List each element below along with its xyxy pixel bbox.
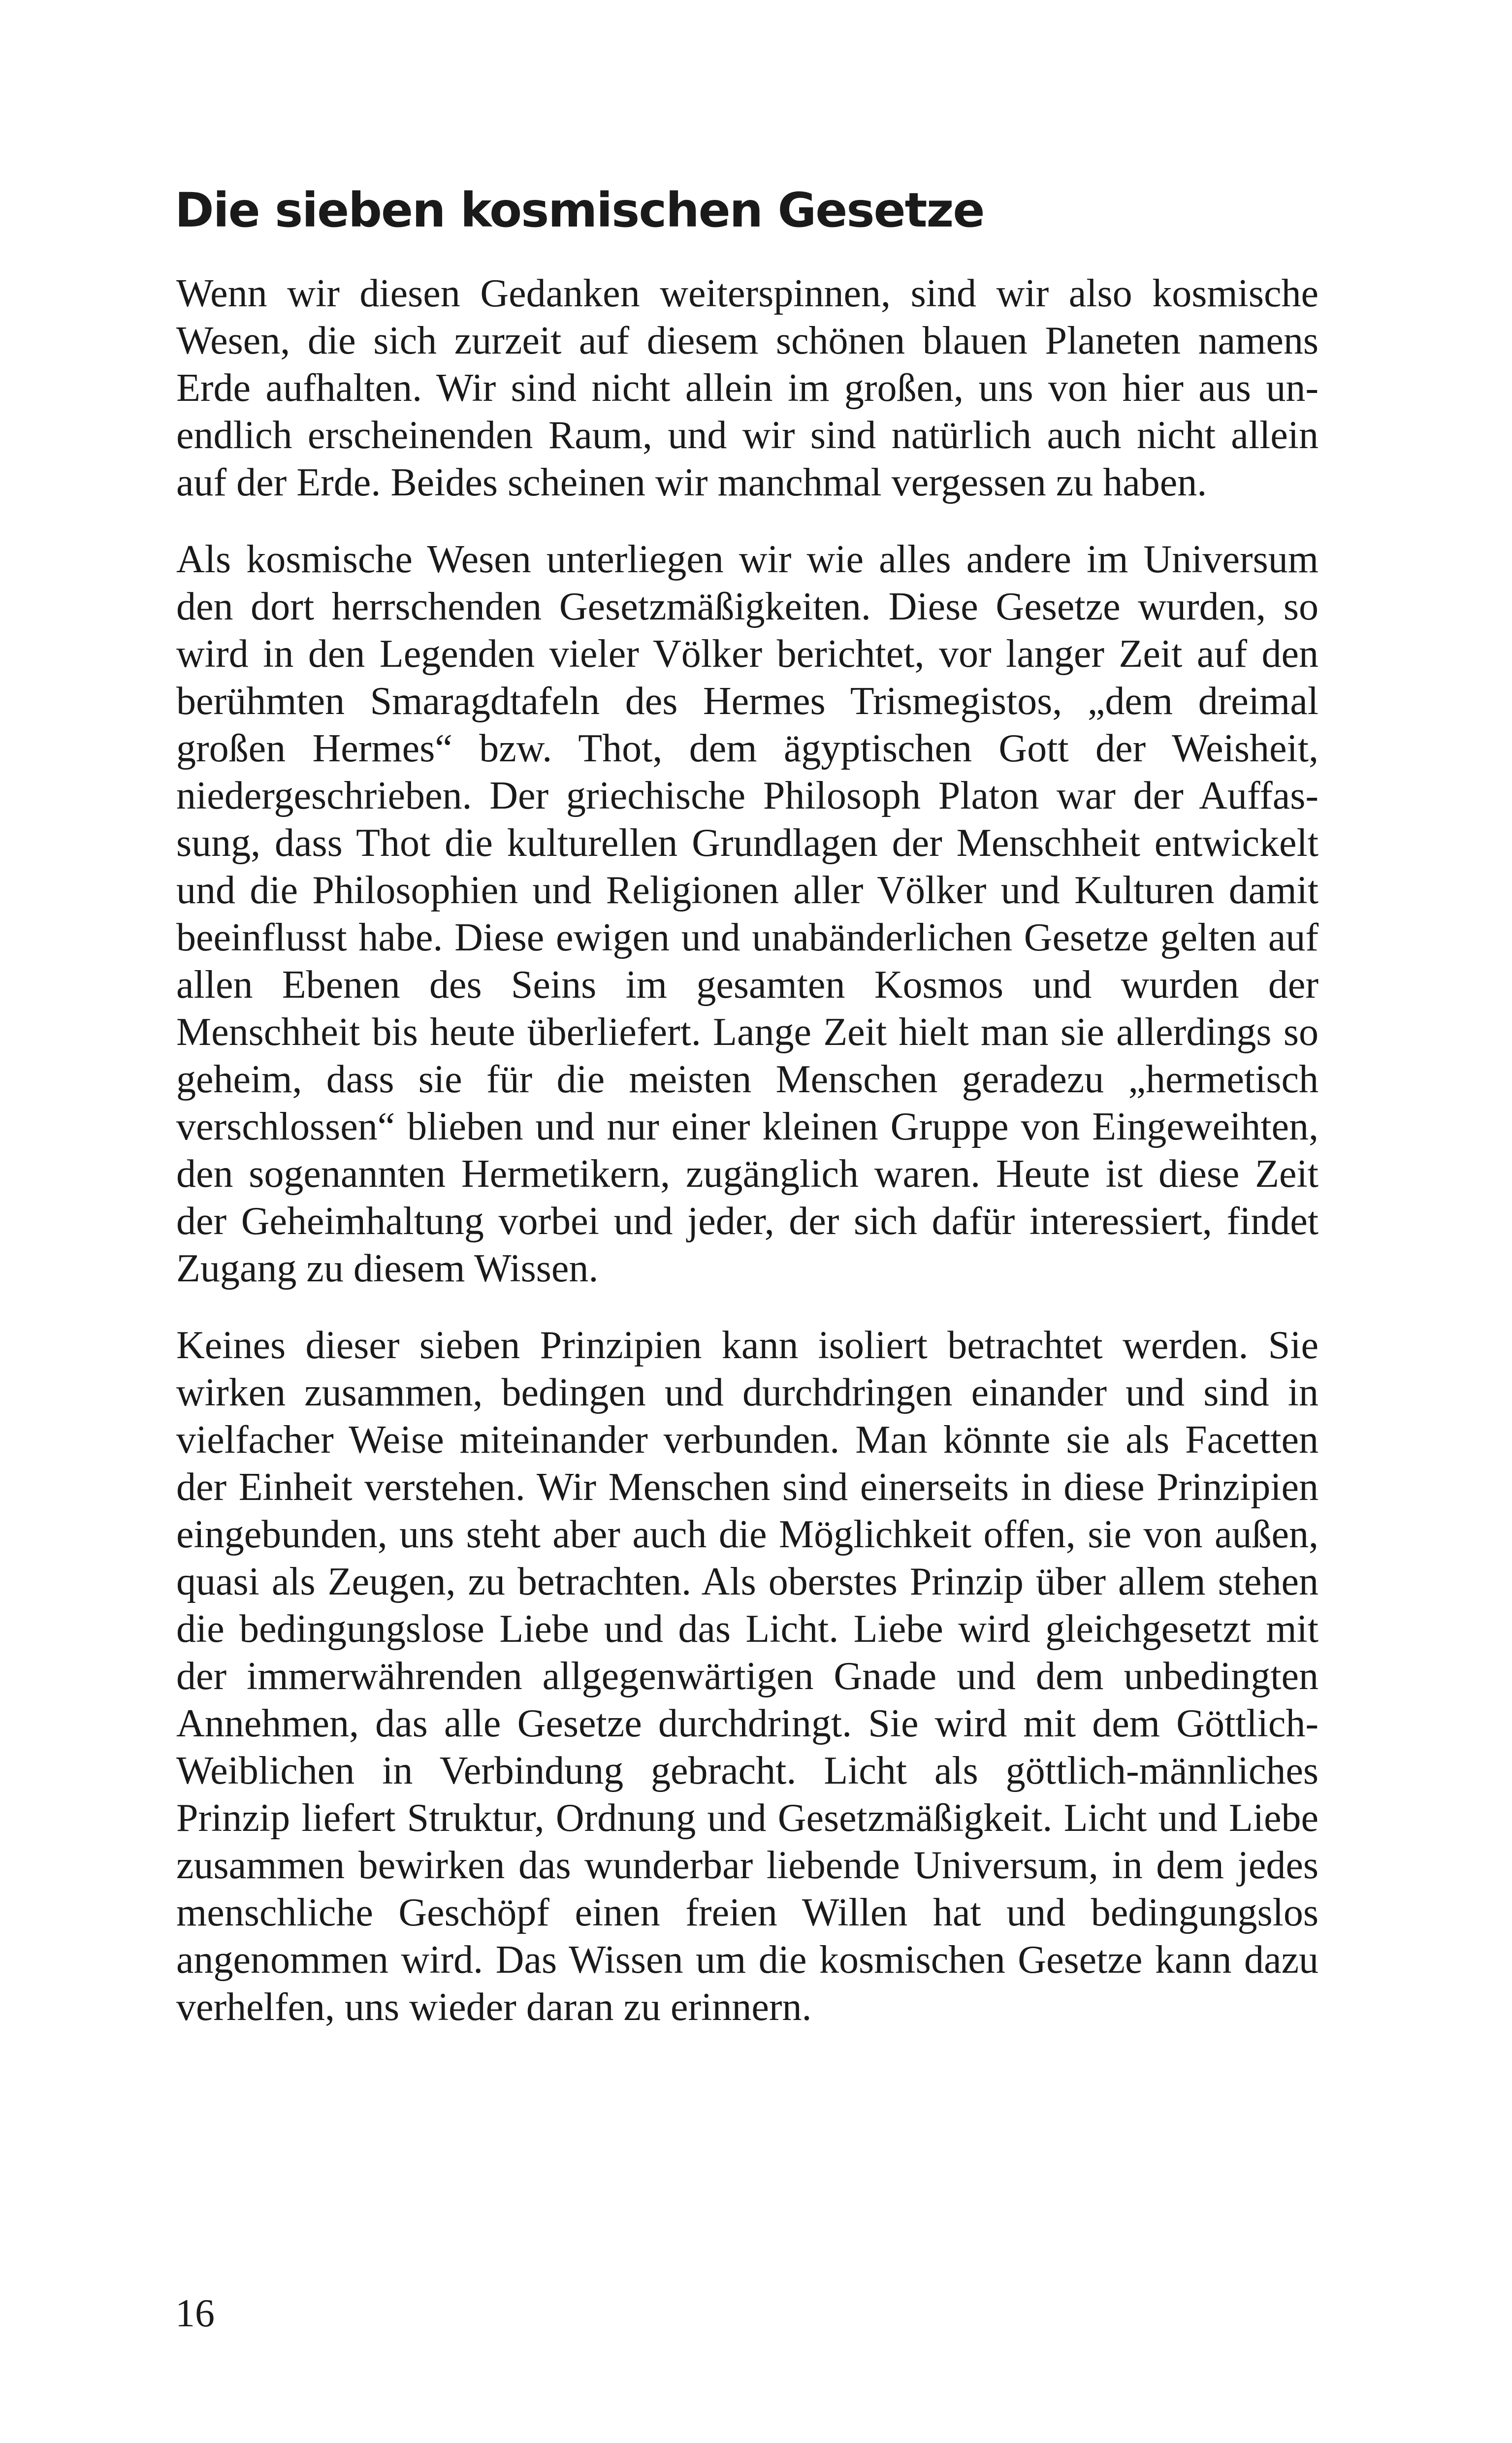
body-text	[176, 270, 1319, 2060]
page-number: 16	[175, 2292, 215, 2335]
paragraph-3: Keines dieser sieben Prinzipien kann isoliert betrachtet werden. Sie wirken zusammen, bedingen und durchdringen einander und sind in vielfacher Weise miteinander verbunden. Man könnte sie als Facetten der Einheit verstehen. Wir Menschen sind einerseits in diese Prinzipien eingebunden, uns steht aber auch die Möglichkeit offen, sie von außen, quasi als Zeugen, zu betrachten. Als oberstes Prinzip über allem stehen die bedingungslose Liebe und das Licht. Liebe wird gleichgesetzt mit der immerwährenden allgegenwärtigen Gnade und dem unbedingten Annehmen, das alle Gesetze durchdringt. Sie wird mit dem Göttlich-Weiblichen in Verbindung gebracht. Licht als göttlich-männliches Prinzip liefert Struktur, Ordnung und Gesetzmäßigkeit. Licht und Liebe zusammen bewirken das wunderbar liebende Universum, in dem jedes menschliche Geschöpf einen freien Willen hat und bedingungslos angenommen wird. Das Wissen um die kosmischen Gesetze kann dazu verhelfen, uns wieder daran zu erinnern.	[176, 1324, 1319, 2029]
chapter-heading: Die sieben kosmischen Gesetze	[175, 183, 984, 238]
paragraph-2: Als kosmische Wesen unterliegen wir wie alles andere im Universum den dort herrschenden Gesetzmäßigkeiten. Diese Gesetze wurden, so wird in den Legenden vieler Völker berichtet, vor langer Zeit auf den berühmten Smaragdtafeln des Hermes Trismegistos, „dem dreimal großen Hermes“ bzw. Thot, dem ägyptischen Gott der Weisheit, niedergeschrieben. Der griechische Philosoph Platon war der Auffassung, dass Thot die kulturellen Grundlagen der Menschheit entwickelt und die Philosophien und Religionen aller Völker und Kulturen damit beeinflusst habe. Diese ewigen und unabänderlichen Gesetze gelten auf allen Ebenen des Seins im gesamten Kosmos und wurden der Menschheit bis heute überliefert. Lange Zeit hielt man sie allerdings so geheim, dass sie für die meisten Menschen geradezu „hermetisch verschlossen“ blieben und nur einer kleinen Gruppe von Eingeweihten, den sogenannten Hermetikern, zugänglich waren. Heute ist diese Zeit der Geheimhaltung vorbei und jeder, der sich dafür interessiert, findet Zugang zu diesem Wissen.	[176, 538, 1319, 1290]
paragraph-1: Wenn wir diesen Gedanken weiterspinnen, sind wir also kosmische Wesen, die sich zurzeit auf diesem schönen blauen Planeten namens Erde aufhalten. Wir sind nicht allein im großen, uns von hier aus unendlich erscheinenden Raum, und wir sind natürlich auch nicht allein auf der Erde. Beides scheinen wir manchmal vergessen zu haben.	[176, 272, 1319, 504]
